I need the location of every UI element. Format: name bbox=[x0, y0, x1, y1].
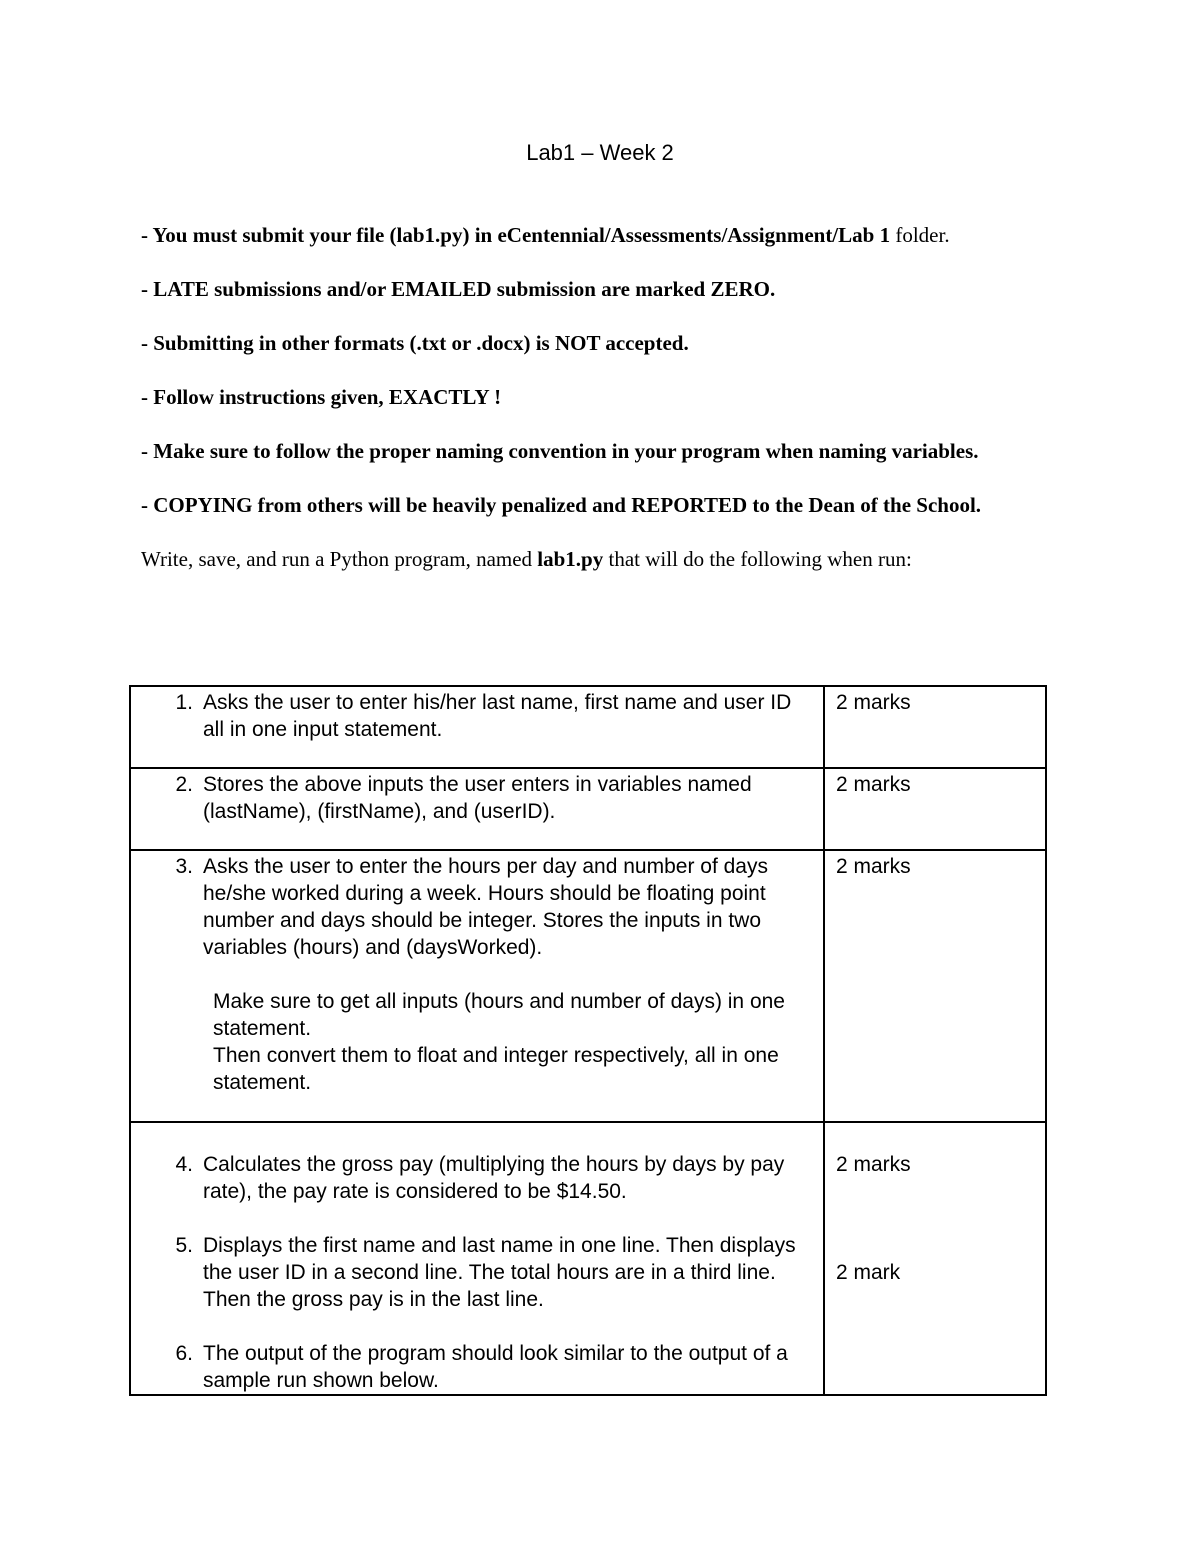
item-text: The output of the program should look similar to the output of a sample run shown below. bbox=[203, 1342, 788, 1392]
table-row bbox=[130, 850, 1046, 1122]
program-filename: lab1.py bbox=[537, 547, 604, 571]
item-number: 6. bbox=[175, 1342, 193, 1365]
list-item bbox=[131, 771, 813, 825]
marks-value: 2 mark bbox=[836, 1261, 901, 1284]
rule-naming-convention: - Make sure to follow the proper naming convention in your program when naming variables. bbox=[141, 439, 979, 463]
list-item bbox=[131, 1151, 813, 1205]
marks-cell: 2 marks bbox=[824, 768, 1046, 850]
intro-text-end: that will do the following when run: bbox=[603, 547, 912, 571]
item-note: Then convert them to float and integer respectively, all in one statement. bbox=[213, 1044, 779, 1094]
item-number: 1. bbox=[175, 691, 193, 714]
requirements-table bbox=[129, 685, 1047, 1396]
intro-text: Write, save, and run a Python program, named bbox=[141, 547, 538, 571]
table-row bbox=[130, 768, 1046, 850]
item-text: Displays the first name and last name in one line. Then displays the user ID in a second line. The total hours are in a third line. Then the gross pay is in the last line. bbox=[203, 1234, 796, 1311]
marks-cell: 2 marks bbox=[824, 850, 1046, 1122]
instructions-section bbox=[141, 222, 1021, 573]
rule-late-submissions: - LATE submissions and/or EMAILED submission are marked ZERO. bbox=[141, 277, 776, 301]
rule-copying: - COPYING from others will be heavily penalized and REPORTED to the Dean of the School. bbox=[141, 493, 982, 517]
page-title: Lab1 – Week 2 bbox=[526, 140, 674, 165]
item-text: Asks the user to enter his/her last name, first name and user ID all in one input statement. bbox=[203, 691, 792, 741]
task-cell bbox=[130, 686, 824, 768]
item-number: 4. bbox=[175, 1153, 193, 1176]
item-number: 2. bbox=[175, 773, 193, 796]
rule-text-suffix: folder. bbox=[895, 223, 950, 247]
task-intro bbox=[141, 546, 1021, 573]
marks-cell bbox=[824, 1122, 1046, 1395]
list-item bbox=[131, 853, 813, 961]
item-text: Stores the above inputs the user enters in variables named (lastName), (firstName), and (userID). bbox=[203, 773, 752, 823]
item-number: 3. bbox=[175, 855, 193, 878]
item-number: 5. bbox=[175, 1234, 193, 1257]
list-item bbox=[131, 1340, 813, 1394]
item-note: Make sure to get all inputs (hours and number of days) in one statement. bbox=[213, 990, 785, 1040]
task-cell bbox=[130, 850, 824, 1122]
table-row bbox=[130, 686, 1046, 768]
task-cell bbox=[130, 768, 824, 850]
rule-submission-location bbox=[141, 222, 1021, 249]
rule-file-formats: - Submitting in other formats (.txt or .docx) is NOT accepted. bbox=[141, 331, 689, 355]
rule-follow-instructions: - Follow instructions given, EXACTLY ! bbox=[141, 385, 502, 409]
rule-text: - You must submit your file (lab1.py) in eCentennial/Assessments/Assignment/Lab 1 bbox=[141, 223, 896, 247]
marks-value: 2 marks bbox=[836, 1153, 911, 1176]
marks-cell: 2 marks bbox=[824, 686, 1046, 768]
item-text: Calculates the gross pay (multiplying the hours by days by pay rate), the pay rate is considered to be $14.50. bbox=[203, 1153, 785, 1203]
task-cell bbox=[130, 1122, 824, 1395]
list-item bbox=[131, 1232, 813, 1313]
item-text: Asks the user to enter the hours per day and number of days he/she worked during a week. Hours should be floating point number and days should be integer. Stores the inputs in two variables (hours) and (daysWorked). bbox=[203, 855, 768, 959]
table-row bbox=[130, 1122, 1046, 1395]
list-item bbox=[131, 689, 813, 743]
